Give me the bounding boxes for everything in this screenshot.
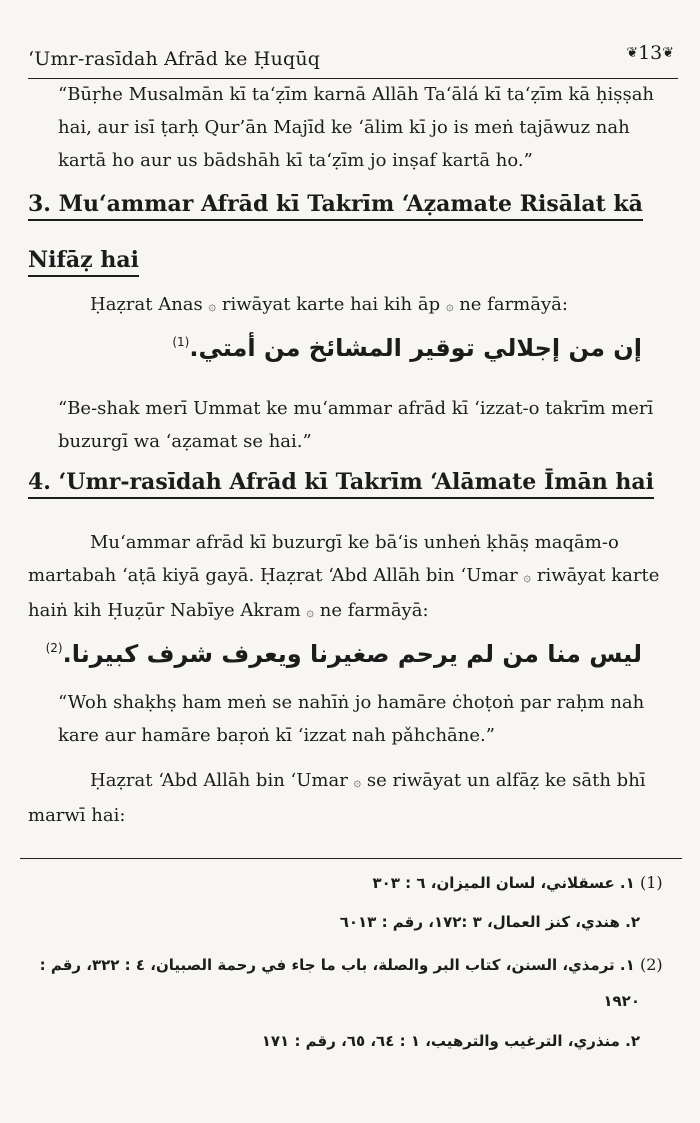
footnote-text: ١. ترمذي، السنن، كتاب البر والصلة، باب ما جاء في رحمة الصبيان، ٤ : ٣٢٢، رقم : — [39, 956, 635, 974]
honorific-icon: ۞ — [208, 299, 217, 314]
arabic-text: إن من إجلالي توقير المشائخ من أمتي. — [189, 334, 642, 362]
paragraph-line — [28, 594, 670, 629]
section-3-arabic-hadith — [172, 334, 642, 362]
footnote-text: ٢. هندي، كنز العمال، ٣ :١٧٢، رقم : ٦٠١٣ — [339, 913, 640, 931]
ornament-icon: ❦ — [662, 45, 674, 61]
intro-quote-line: hai, aur isī ṭarḥ Qur’ān Majīd ke ‘ālim kī jo is meṅ tajāwuz nah — [58, 117, 630, 138]
honorific-icon: ۞ — [523, 570, 532, 585]
section-4-heading: 4. ‘Umr-rasīdah Afrād kī Takrīm ‘Alāmate Īmān hai — [28, 468, 654, 499]
footnote-ref: (1) — [172, 335, 190, 349]
translation-line: “Be-shak merī Ummat ke mu‘ammar afrād kī ‘izzat-o takrīm merī — [58, 398, 654, 419]
intro-quote-line: “Būṛhe Musalmān kī ta‘ẓīm karnā Allāh Ta‘ālá kī ta‘ẓīm kā ḥiṣṣah — [58, 84, 655, 105]
paragraph-line: marwī hai: — [28, 805, 126, 826]
narration-text: ne farmāyā: — [459, 294, 568, 315]
intro-quote — [58, 78, 670, 177]
footnote-2c — [18, 1032, 640, 1050]
ornament-icon: ❦ — [626, 45, 639, 61]
footnote-1a — [18, 873, 682, 892]
page-header — [28, 38, 678, 79]
footnote-text: ٢. منذري، الترغيب والترهيب، ١ : ٦٤، ٦٥، رقم : ١٧١ — [261, 1032, 640, 1050]
paragraph-line — [28, 559, 670, 594]
paragraph-text: haiṅ kih Ḥuẓūr Nabīye Akram — [28, 600, 301, 621]
section-3-narration — [90, 288, 670, 323]
section-3-translation — [58, 392, 670, 458]
footnote-number: (1) — [640, 873, 663, 892]
honorific-icon: ۞ — [353, 775, 362, 790]
footnote-2a — [18, 955, 682, 974]
paragraph-text: ne farmāyā: — [319, 600, 429, 621]
translation-line: buzurgī wa ‘aẓamat se hai.” — [58, 431, 312, 452]
footnote-text: ١٩٢٠ — [603, 992, 640, 1010]
paragraph-text: se riwāyat un alfāẓ ke sāth bhī — [366, 770, 646, 791]
section-4-translation — [58, 686, 670, 752]
paragraph-line: Mu‘ammar afrād kī buzurgī ke bā‘is unheṅ ḳhāṣ maqām-o — [90, 532, 619, 553]
narration-text: Ḥaẓrat Anas — [90, 294, 203, 315]
intro-quote-line: kartā ho aur us bādshāh kī ta‘ẓīm jo inṣaf kartā ho.” — [58, 150, 533, 171]
paragraph-text: riwāyat karte — [536, 565, 660, 586]
narration-text: riwāyat karte hai kih āp — [221, 294, 441, 315]
translation-line: “Woh shaḳhṣ ham meṅ se nahīṅ jo hamāre ċhoṭoṅ par raḥm nah — [58, 692, 645, 713]
footnote-1b — [18, 913, 640, 931]
footnote-2b — [18, 992, 640, 1010]
section-3-heading-line1: 3. Mu‘ammar Afrād kī Takrīm ‘Aẓamate Risālat kā — [28, 190, 643, 221]
paragraph-line — [28, 764, 670, 799]
honorific-icon: ۞ — [445, 299, 454, 314]
footnote-divider — [20, 858, 682, 859]
footnote-text: ١. عسقلاني، لسان الميزان، ٦ : ٣٠٣ — [372, 874, 635, 892]
section-4-paragraph — [28, 526, 670, 629]
page-number — [626, 42, 674, 64]
translation-line: kare aur hamāre baṛoṅ kī ‘izzat nah pǎhchāne.” — [58, 725, 495, 746]
running-title: ‘Umr-rasīdah Afrād ke Ḥuqūq — [28, 48, 321, 70]
paragraph-text: martabah ‘aṭā kiyā gayā. Ḥaẓrat ‘Abd Allāh bin ‘Umar — [28, 565, 518, 586]
section-4-closing — [28, 764, 670, 832]
section-4-arabic-hadith — [46, 640, 642, 668]
honorific-icon: ۞ — [306, 605, 315, 620]
arabic-text: ليس منا من لم يرحم صغيرنا ويعرف شرف كبيرنا. — [62, 640, 642, 668]
page-number-value: 13 — [638, 42, 663, 64]
footnote-ref: (2) — [45, 641, 63, 655]
footnote-number: (2) — [640, 955, 663, 974]
paragraph-text: Ḥaẓrat ‘Abd Allāh bin ‘Umar — [90, 770, 348, 791]
section-3-heading-line2: Nifāẓ hai — [28, 246, 139, 277]
